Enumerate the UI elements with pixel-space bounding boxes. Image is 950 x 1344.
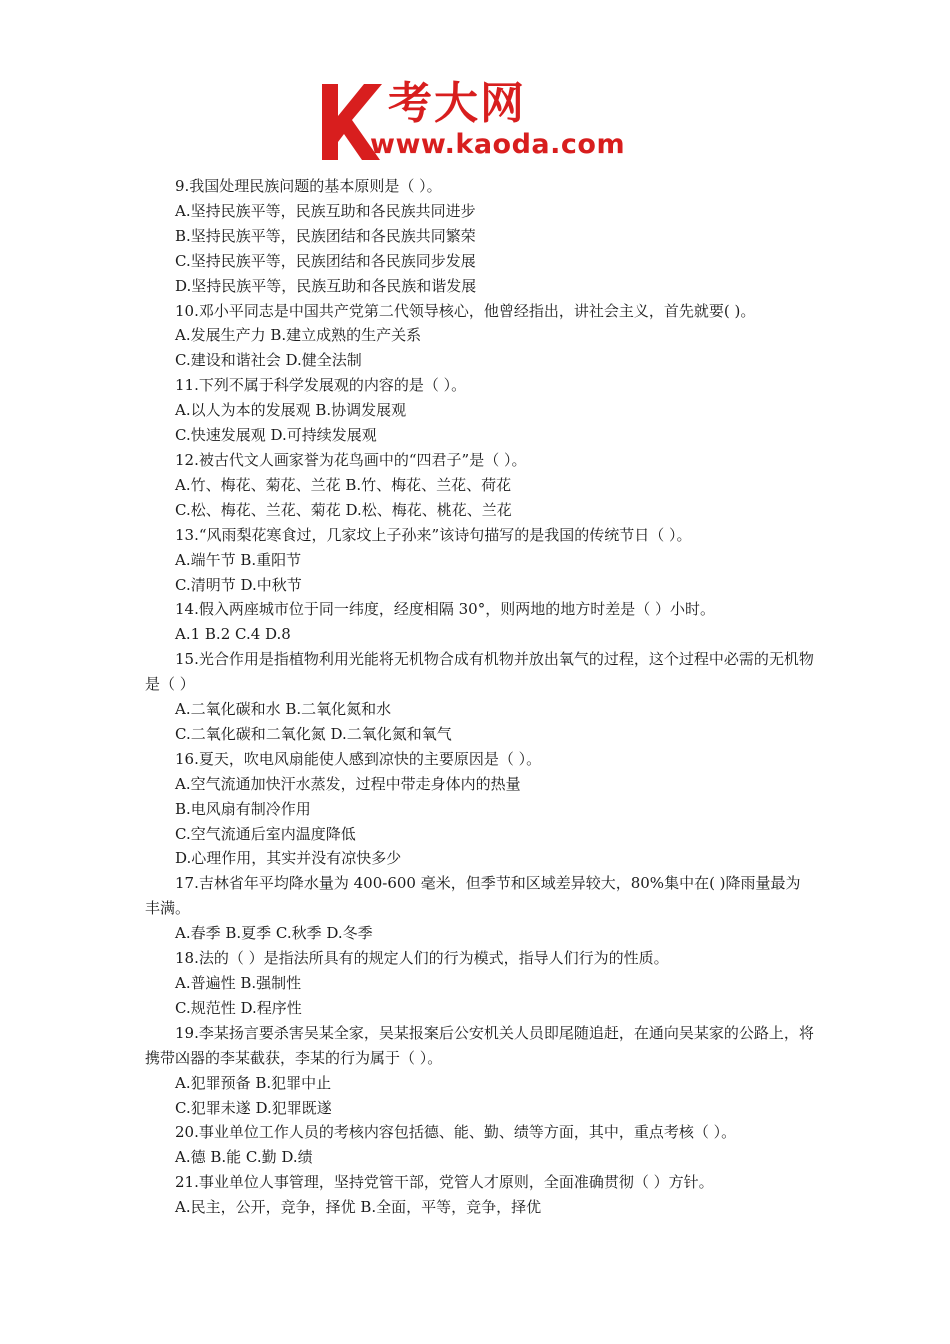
option-line: A.普遍性 B.强制性 [175, 974, 302, 992]
option-line: C.二氧化碳和二氧化氮 D.二氧化氮和氧气 [175, 724, 452, 743]
question-21: 21.事业单位人事管理，坚持党管干部，党管人才原则，全面准确贯彻（ ）方针。 [175, 1173, 714, 1192]
question-18: 18.法的（ ）是指法所具有的规定人们的行为模式，指导人们行为的性质。 [175, 949, 669, 968]
logo-url: www.kaoda.com [370, 129, 626, 160]
option-line: C.空气流通后室内温度降低 [175, 824, 356, 843]
question-11: 11.下列不属于科学发展观的内容的是（ ）。 [175, 376, 467, 395]
option-line: A.德 B.能 C.勤 D.绩 [175, 1148, 313, 1167]
exam-questions [145, 174, 815, 1220]
option-line: C.犯罪未遂 D.犯罪既遂 [175, 1098, 332, 1117]
option-line: A.以人为本的发展观 B.协调发展观 [175, 401, 407, 420]
option-line: C.松、梅花、兰花、菊花 D.松、梅花、桃花、兰花 [175, 500, 512, 519]
question-13: 13.“风雨梨花寒食过，几家坟上子孙来”该诗句描写的是我国的传统节日（ ）。 [175, 525, 692, 544]
question-14: 14.假入两座城市位于同一纬度，经度相隔 30°，则两地的地方时差是（ ）小时。 [175, 600, 715, 619]
option-line: A.发展生产力 B.建立成熟的生产关系 [175, 326, 422, 345]
question-9: 9.我国处理民族问题的基本原则是（ ）。 [175, 177, 442, 195]
option-line: A.民主，公开，竞争，择优 B.全面，平等，竞争，择优 [175, 1198, 542, 1217]
question-16: 16.夏天，吹电风扇能使人感到凉快的主要原因是（ ）。 [175, 749, 542, 768]
option-line: C.清明节 D.中秋节 [175, 575, 302, 594]
option-line: A.端午节 B.重阳节 [175, 550, 302, 569]
option-line: C.建设和谐社会 D.健全法制 [175, 351, 362, 370]
option-line: A.竹、梅花、菊花、兰花 B.竹、梅花、兰花、荷花 [175, 475, 512, 494]
option-line: A.空气流通加快汗水蒸发，过程中带走身体内的热量 [175, 774, 521, 793]
question-19: 19.李某扬言要杀害吴某全家，吴某报案后公安机关人员即尾随追赶，在通向吴某家的公路上，将携带凶器的李某截获，李某的行为属于（ ）。 [145, 1023, 814, 1067]
question-17: 17.吉林省年平均降水量为 400-600 毫米，但季节和区域差异较大，80%集中在( )降雨量最为丰满。 [145, 874, 801, 918]
logo-brand-cn: 考大网 [388, 78, 526, 129]
option-line: D.心理作用，其实并没有凉快多少 [175, 849, 402, 868]
question-12: 12.被古代文人画家誉为花鸟画中的“四君子”是（ ）。 [175, 450, 527, 469]
option-line: C.规范性 D.程序性 [175, 998, 302, 1017]
option-line: C.坚持民族平等，民族团结和各民族同步发展 [175, 251, 476, 270]
question-20: 20.事业单位工作人员的考核内容包括德、能、勤、绩等方面，其中，重点考核（ ）。 [175, 1123, 737, 1142]
question-15: 15.光合作用是指植物利用光能将无机物合成有机物并放出氧气的过程，这个过程中必需的无机物是（ ） [145, 650, 814, 694]
option-line: A.春季 B.夏季 C.秋季 D.冬季 [175, 924, 373, 943]
option-line: B.电风扇有制冷作用 [175, 799, 311, 818]
option-line: C.快速发展观 D.可持续发展观 [175, 426, 377, 445]
option-line: A.犯罪预备 B.犯罪中止 [175, 1073, 332, 1092]
option-line: B.坚持民族平等，民族团结和各民族共同繁荣 [175, 226, 476, 245]
option-line: A.二氧化碳和水 B.二氧化氮和水 [175, 700, 392, 719]
question-10: 10.邓小平同志是中国共产党第二代领导核心，他曾经指出，讲社会主义，首先就要( )。 [175, 301, 756, 320]
option-line: A.坚持民族平等，民族互助和各民族共同进步 [175, 201, 476, 220]
option-line: D.坚持民族平等，民族互助和各民族和谐发展 [175, 276, 477, 295]
option-line: A.1 B.2 C.4 D.8 [175, 625, 291, 644]
kaoda-logo [318, 78, 648, 164]
